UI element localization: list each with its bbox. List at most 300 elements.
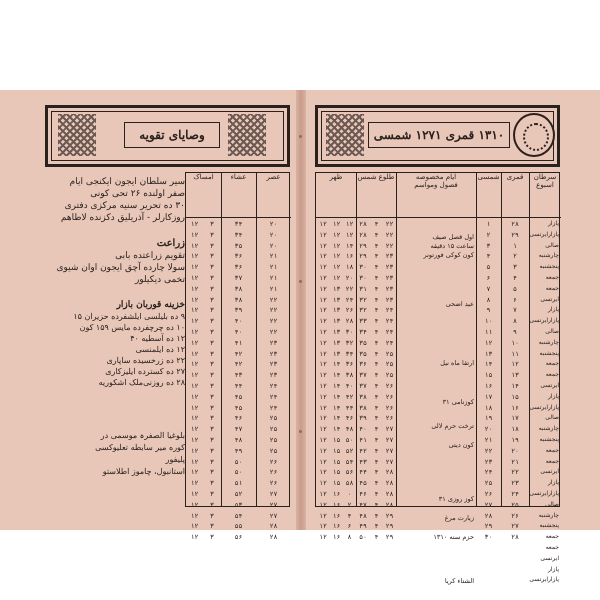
table-cell: ۴۴ bbox=[345, 403, 354, 412]
table-cell: ۳۵ bbox=[359, 338, 367, 347]
table-cell: ۲۹ bbox=[385, 511, 394, 520]
right-page bbox=[315, 100, 560, 585]
table-cell: ۳ bbox=[210, 403, 214, 412]
table-row bbox=[316, 521, 559, 532]
event-note: کون کوکی فورتونر bbox=[423, 251, 474, 259]
table-cell: ۳ bbox=[210, 230, 214, 239]
table-cell: ۲۸ bbox=[511, 533, 519, 542]
binding-hole bbox=[299, 430, 302, 433]
table-cell: ۴۳ bbox=[359, 457, 367, 466]
table-cell: ۲۵ bbox=[269, 436, 278, 444]
table-cell: ۱۲ bbox=[345, 220, 354, 228]
table-cell: ۰ bbox=[347, 490, 352, 498]
table-cell: ۱۲ bbox=[319, 349, 327, 358]
table-cell: ۱۶ bbox=[332, 511, 341, 520]
table-cell: ۱۲ bbox=[190, 414, 199, 423]
weekday-label: صالی bbox=[545, 500, 559, 508]
table-row bbox=[186, 284, 289, 295]
table-cell: ۳۸ bbox=[359, 392, 367, 401]
right-page-title: ۱۳۱۰ قمری ۱۲۷۱ شمسی bbox=[368, 122, 510, 148]
table-cell: ۱۲ bbox=[345, 230, 354, 239]
table-cell: ۴ bbox=[374, 306, 379, 315]
table-cell: ۲۳ bbox=[511, 479, 519, 488]
table-row bbox=[186, 511, 289, 522]
notes-section: بلوغیا الصفرہ موسمی در کوره میر سابطه تعلیوکسی پلیفور استانبول، چاموز اطلاستو bbox=[95, 431, 185, 476]
table-cell: ۳ bbox=[210, 317, 214, 326]
table-row bbox=[316, 273, 559, 284]
table-row bbox=[186, 262, 289, 273]
table-cell: ۲۴ bbox=[269, 403, 278, 412]
table-cell: ۳ bbox=[210, 446, 214, 455]
table-cell: ۵۰ bbox=[234, 468, 243, 477]
table-cell: ۱۲ bbox=[190, 479, 199, 488]
table-cell: ۱۲ bbox=[319, 392, 327, 401]
weekday-label: جمعه ایرتسی bbox=[540, 457, 559, 476]
table-cell: ۱۲ bbox=[332, 230, 341, 239]
weekday-label: پازار bbox=[548, 479, 559, 487]
table-cell: ۲۶ bbox=[269, 479, 278, 488]
weekday-label: چارشنبه bbox=[538, 511, 559, 519]
table-row bbox=[186, 532, 289, 543]
table-cell: ۱۱ bbox=[511, 349, 519, 358]
table-cell: ۳۵ bbox=[234, 241, 243, 250]
table-cell: ۲۴ bbox=[385, 306, 394, 315]
table-cell: ۳ bbox=[210, 392, 214, 401]
table-cell: ۴۵ bbox=[234, 392, 243, 401]
table-cell: ۱۲ bbox=[319, 241, 327, 250]
table-cell: ۴۸ bbox=[345, 425, 354, 434]
table-cell: ۲۰ bbox=[269, 230, 278, 239]
table-cell: ۲۳ bbox=[385, 284, 394, 293]
table-cell: ۴۲ bbox=[234, 360, 243, 369]
table-cell: ۱۲ bbox=[190, 295, 199, 304]
table-cell: ۲۵ bbox=[269, 425, 278, 434]
event-note: عید اضحی bbox=[445, 300, 474, 308]
table-cell: ۲۳ bbox=[269, 349, 278, 358]
table-cell: ۱۵ bbox=[332, 479, 341, 488]
table-cell: ۴ bbox=[374, 295, 379, 304]
table-cell: ۴ bbox=[374, 241, 379, 250]
table-cell: ۱۳ bbox=[484, 349, 493, 358]
table-cell: ۵۰ bbox=[234, 457, 243, 466]
table-cell: ۲۵ bbox=[385, 349, 394, 358]
table-cell: ۶ bbox=[486, 274, 491, 282]
table-cell: ۲۴ bbox=[269, 392, 278, 401]
table-header: طلوع شمس bbox=[356, 173, 396, 218]
weekday-label: پازارایرتسی bbox=[529, 576, 559, 584]
table-cell: ۳ bbox=[210, 338, 214, 347]
table-cell: ۳ bbox=[210, 414, 214, 423]
table-cell: ۱۲ bbox=[319, 446, 327, 455]
table-cell: ۲ bbox=[347, 500, 352, 509]
table-cell: ۴ bbox=[374, 446, 379, 455]
table-cell: ۳ bbox=[513, 263, 517, 272]
table-row bbox=[316, 381, 559, 392]
table-cell: ۳۰ bbox=[484, 533, 493, 542]
table-cell: ۲۹ bbox=[385, 522, 394, 531]
table-cell: ۱۲ bbox=[332, 252, 341, 261]
table-row bbox=[316, 435, 559, 446]
book-gutter bbox=[296, 90, 306, 530]
table-cell: ۱۶ bbox=[484, 382, 493, 390]
table-cell: ۴ bbox=[486, 252, 491, 261]
table-cell: ۱۲ bbox=[319, 414, 327, 423]
binding-hole bbox=[299, 280, 302, 283]
table-cell: ۱۲ bbox=[190, 457, 199, 466]
event-note: زیارت مرغ bbox=[444, 514, 474, 522]
weekday-label: جمعه ایرتسی bbox=[540, 543, 559, 562]
table-cell: ۳ bbox=[210, 522, 214, 531]
table-cell: ۲۷ bbox=[385, 425, 394, 434]
table-cell: ۲۸ bbox=[385, 479, 394, 488]
table-cell: ۳۴ bbox=[345, 349, 354, 358]
agriculture-section: زراعت تقویم زراعتده بابی سولا چارده آچق ایجون اوان شیوی تخمی دیکیلور bbox=[56, 238, 185, 285]
table-cell: ۲۹ bbox=[359, 241, 367, 250]
table-cell: ۱۳ bbox=[332, 284, 341, 293]
table-cell: ۴ bbox=[513, 274, 517, 282]
weekday-column bbox=[527, 219, 559, 584]
table-cell: ۳ bbox=[486, 241, 491, 250]
table-cell: ۷ bbox=[486, 284, 491, 293]
table-cell: ۳۰ bbox=[345, 328, 354, 336]
event-note: کون دیتی bbox=[448, 441, 474, 449]
table-cell: ۴ bbox=[374, 230, 379, 239]
table-cell: ۴۵ bbox=[359, 479, 367, 488]
table-row bbox=[186, 219, 289, 230]
table-cell: ۲۱ bbox=[269, 274, 278, 282]
table-row bbox=[186, 435, 289, 446]
table-cell: ۳ bbox=[210, 457, 214, 466]
table-row bbox=[186, 521, 289, 532]
table-cell: ۴ bbox=[374, 511, 379, 520]
table-cell: ۴۴ bbox=[234, 382, 243, 390]
table-cell: ۴۷ bbox=[359, 500, 367, 509]
table-cell: ۱۲ bbox=[190, 349, 199, 358]
table-cell: ۱۵ bbox=[332, 468, 341, 477]
table-cell: ۱۲ bbox=[319, 436, 327, 444]
table-cell: ۴ bbox=[374, 317, 379, 326]
table-cell: ۲۹ bbox=[511, 230, 519, 239]
table-row bbox=[186, 251, 289, 262]
table-cell: ۱۳ bbox=[332, 295, 341, 304]
table-cell: ۹ bbox=[513, 328, 517, 336]
table-row bbox=[316, 370, 559, 381]
table-row bbox=[316, 446, 559, 457]
weekday-label: پنجشنبه bbox=[539, 263, 559, 271]
table-cell: ۲۳ bbox=[385, 274, 394, 282]
table-cell: ۲۲ bbox=[385, 241, 394, 250]
table-cell: ۱۲ bbox=[190, 436, 199, 444]
table-cell: ۴۹ bbox=[359, 522, 367, 531]
table-cell: ۲۳ bbox=[385, 252, 394, 261]
weekday-label: جمعه bbox=[545, 533, 559, 541]
table-cell: ۳ bbox=[210, 274, 214, 282]
table-cell: ۱۵ bbox=[332, 457, 341, 466]
table-cell: ۴ bbox=[374, 490, 379, 498]
table-cell: ۱۲ bbox=[319, 522, 327, 531]
table-cell: ۴ bbox=[374, 468, 379, 477]
table-row bbox=[186, 305, 289, 316]
table-cell: ۳ bbox=[210, 349, 214, 358]
table-cell: ۱۲ bbox=[190, 317, 199, 326]
table-row bbox=[316, 392, 559, 403]
table-cell: ۱۲ bbox=[319, 403, 327, 412]
table-cell: ۲ bbox=[486, 230, 491, 239]
weekday-label: جمعه bbox=[545, 273, 559, 281]
table-row bbox=[316, 305, 559, 316]
table-row bbox=[316, 511, 559, 522]
table-cell: ۲۴ bbox=[484, 468, 493, 477]
table-cell: ۲۲ bbox=[385, 220, 394, 228]
table-cell: ۲۶ bbox=[511, 511, 519, 520]
table-row bbox=[186, 241, 289, 252]
table-cell: ۱۲ bbox=[319, 500, 327, 509]
table-cell: ۲۰ bbox=[345, 274, 354, 282]
table-cell: ۴ bbox=[374, 522, 379, 531]
table-cell: ۱۶ bbox=[332, 522, 341, 531]
table-cell: ۵۶ bbox=[345, 468, 354, 477]
table-row bbox=[186, 316, 289, 327]
table-row bbox=[186, 370, 289, 381]
weekday-label: جمعه ایرتسی bbox=[540, 284, 559, 303]
table-cell: ۱۲ bbox=[319, 533, 327, 542]
table-row bbox=[186, 467, 289, 478]
table-cell: ۱۲ bbox=[190, 425, 199, 434]
table-cell: ۴۸ bbox=[359, 511, 367, 520]
table-cell: ۲۸ bbox=[511, 220, 519, 228]
weekday-label: جمعه ایرتسی bbox=[540, 371, 559, 389]
table-cell: ۱۵ bbox=[332, 446, 341, 455]
table-cell: ۸ bbox=[347, 533, 352, 542]
table-cell: ۳۴ bbox=[359, 328, 367, 336]
table-cell: ۲۱ bbox=[269, 252, 278, 261]
table-cell: ۱۷ bbox=[484, 392, 493, 401]
table-cell: ۱۲ bbox=[190, 328, 199, 336]
event-note: حزم سنه ۱۳۱۰ bbox=[433, 533, 474, 541]
table-cell: ۲۲ bbox=[269, 306, 278, 315]
ornament-left-icon bbox=[58, 114, 96, 156]
table-cell: ۱۲ bbox=[190, 284, 199, 293]
table-cell: ۹ bbox=[486, 306, 491, 315]
weekday-label: چارشنبه bbox=[538, 425, 559, 433]
table-cell: ۱۳ bbox=[332, 349, 341, 358]
table-cell: ۱۲ bbox=[190, 338, 199, 347]
event-note: کوز روزی ۳۱ bbox=[438, 495, 474, 503]
table-cell: ۳۰ bbox=[359, 263, 367, 272]
table-cell: ۴۲ bbox=[234, 349, 243, 358]
table-cell: ۲۷ bbox=[511, 522, 519, 531]
table-cell: ۱۴ bbox=[332, 382, 341, 390]
table-cell: ۲۷ bbox=[269, 511, 278, 520]
table-cell: ۳ bbox=[210, 425, 214, 434]
table-cell: ۴ bbox=[374, 338, 379, 347]
table-row bbox=[316, 359, 559, 370]
events-header: ایام مخصوصه فصول ومواسم bbox=[396, 173, 476, 218]
table-cell: ۴ bbox=[374, 349, 379, 358]
table-cell: ۲۸ bbox=[269, 522, 278, 531]
table-cell: ۴۲ bbox=[359, 446, 367, 455]
table-cell: ۵۲ bbox=[345, 446, 354, 455]
table-cell: ۱۴ bbox=[332, 403, 341, 412]
table-cell: ۱۲ bbox=[190, 403, 199, 412]
table-row bbox=[316, 316, 559, 327]
table-cell: ۱۲ bbox=[190, 274, 199, 282]
table-cell: ۲۲ bbox=[269, 328, 278, 336]
table-row bbox=[186, 413, 289, 424]
table-cell: ۲۰ bbox=[269, 220, 278, 228]
weekday-label: چارشنبه bbox=[538, 338, 559, 346]
table-cell: ۵۲ bbox=[234, 490, 243, 498]
table-cell: ۳ bbox=[210, 328, 214, 336]
table-cell: ۲۸ bbox=[269, 533, 278, 542]
table-cell: ۵ bbox=[486, 263, 491, 272]
table-cell: ۳۳ bbox=[359, 317, 367, 326]
table-row bbox=[316, 327, 559, 338]
table-cell: ۱ bbox=[513, 241, 517, 250]
table-cell: ۲۱ bbox=[484, 436, 493, 444]
weekday-label: صالی bbox=[545, 241, 559, 249]
table-cell: ۲۶ bbox=[269, 468, 278, 477]
table-cell: ۱۹ bbox=[484, 414, 493, 423]
table-cell: ۱۴ bbox=[332, 360, 341, 369]
table-cell: ۱۰ bbox=[484, 317, 493, 326]
table-cell: ۱۶ bbox=[332, 533, 341, 542]
table-cell: ۳۹ bbox=[359, 414, 367, 423]
table-cell: ۳۲ bbox=[359, 306, 367, 315]
weekday-label: چارشنبه bbox=[538, 252, 559, 260]
table-cell: ۳ bbox=[210, 284, 214, 293]
table-cell: ۱۲ bbox=[332, 241, 341, 250]
table-cell: ۴۰ bbox=[234, 328, 243, 336]
table-cell: ۴۱ bbox=[234, 338, 243, 347]
table-row bbox=[316, 478, 559, 489]
weekday-label: پازارایرتسی bbox=[529, 230, 559, 238]
table-cell: ۸ bbox=[513, 317, 517, 326]
left-page-header bbox=[45, 105, 290, 167]
table-cell: ۳۶ bbox=[234, 263, 243, 272]
table-cell: ۱۲ bbox=[319, 511, 327, 520]
table-row bbox=[186, 381, 289, 392]
table-cell: ۵۶ bbox=[234, 533, 243, 542]
weekday-label: پنجشنبه bbox=[539, 522, 559, 530]
table-cell: ۱۴ bbox=[511, 382, 519, 390]
table-cell: ۳۷ bbox=[359, 382, 367, 390]
table-cell: ۱۲ bbox=[319, 371, 327, 380]
right-page-header bbox=[315, 105, 560, 167]
table-cell: ۴۷ bbox=[234, 425, 243, 434]
table-cell: ۴ bbox=[374, 436, 379, 444]
table-cell: ۲۴ bbox=[345, 295, 354, 304]
table-cell: ۱۳ bbox=[511, 371, 519, 380]
weekday-header: سرطان اسبوع bbox=[529, 173, 561, 218]
table-cell: ۱۲ bbox=[319, 328, 327, 336]
table-cell: ۴ bbox=[374, 392, 379, 401]
weekday-label: پازارایرتسی bbox=[529, 317, 559, 325]
table-row bbox=[316, 219, 559, 230]
table-cell: ۱۲ bbox=[190, 500, 199, 509]
table-cell: ۳ bbox=[210, 263, 214, 272]
table-cell: ۲۴ bbox=[385, 317, 394, 326]
table-cell: ۳ bbox=[210, 220, 214, 228]
table-cell: ۴۶ bbox=[345, 414, 354, 423]
left-page bbox=[45, 100, 290, 542]
table-cell: ۱۲ bbox=[190, 392, 199, 401]
table-row bbox=[186, 424, 289, 435]
table-cell: ۱۰ bbox=[511, 338, 519, 347]
weekday-label: صالی bbox=[545, 327, 559, 335]
weekday-label: جمعه bbox=[545, 446, 559, 454]
table-cell: ۳۶ bbox=[345, 360, 354, 369]
table-cell: ۲۸ bbox=[385, 468, 394, 477]
table-row bbox=[186, 327, 289, 338]
table-row bbox=[186, 500, 289, 511]
table-cell: ۱۲ bbox=[319, 338, 327, 347]
table-header: امساک bbox=[186, 173, 221, 218]
table-cell: ۱۲ bbox=[319, 230, 327, 239]
table-cell: ۵۰ bbox=[359, 533, 367, 542]
table-cell: ۲۷ bbox=[269, 490, 278, 498]
table-cell: ۲۴ bbox=[385, 328, 394, 336]
weekday-label: جمعه bbox=[545, 360, 559, 368]
table-header: ظهر bbox=[316, 173, 356, 218]
table-cell: ۱۶ bbox=[332, 490, 341, 498]
left-table-body bbox=[186, 219, 289, 542]
event-note: ارتقا ماه نیل bbox=[440, 359, 474, 367]
table-cell: ۱۲ bbox=[319, 468, 327, 477]
ornament-right-icon bbox=[228, 114, 266, 156]
table-row bbox=[186, 446, 289, 457]
table-cell: ۲۸ bbox=[385, 490, 394, 498]
table-row bbox=[186, 392, 289, 403]
table-cell: ۳۱ bbox=[359, 284, 367, 293]
table-cell: ۴ bbox=[374, 382, 379, 390]
table-cell: ۱۲ bbox=[319, 360, 327, 369]
table-cell: ۱۶ bbox=[332, 500, 341, 509]
left-times-table bbox=[185, 172, 290, 542]
table-cell: ۱۲ bbox=[190, 230, 199, 239]
table-cell: ۱۲ bbox=[319, 252, 327, 261]
table-cell: ۱۳ bbox=[332, 328, 341, 336]
table-cell: ۲۶ bbox=[385, 392, 394, 401]
event-note: الشتاء کریا bbox=[444, 577, 474, 585]
table-cell: ۲۴ bbox=[269, 382, 278, 390]
table-cell: ۳ bbox=[210, 371, 214, 380]
table-cell: ۴ bbox=[374, 263, 379, 272]
table-cell: ۲۲ bbox=[269, 295, 278, 304]
table-cell: ۲۷ bbox=[385, 457, 394, 466]
table-cell: ۴۳ bbox=[234, 371, 243, 380]
table-row bbox=[186, 478, 289, 489]
table-cell: ۳۲ bbox=[359, 295, 367, 304]
table-cell: ۱۲ bbox=[319, 274, 327, 282]
table-cell: ۱۵ bbox=[484, 371, 493, 380]
table-cell: ۴ bbox=[374, 371, 379, 380]
table-cell: ۱۲ bbox=[319, 284, 327, 293]
table-cell: ۲۹ bbox=[359, 252, 367, 261]
market-section: خزینه قوربان بازار ۹ ده بلیلسی ایلشفرده حزیران ۱۵ ۱۰ ده چرچفرده مایس ۱۵۹ کون ۱۲ ده آسطیه ۴۰ ۱۲ ده ایلمنسی ۲۲ ده زرخسیده ساپاری ۲۷ ده کسترده ایلیزکاری ۲۸ ده روزنی‌ملک اشکوریه bbox=[73, 300, 185, 387]
table-cell: ۴۰ bbox=[345, 382, 354, 390]
table-cell: ۱۲ bbox=[319, 220, 327, 228]
table-cell: ۲۳ bbox=[269, 371, 278, 380]
weekday-label: پازارایرتسی bbox=[529, 489, 559, 497]
table-cell: ۲۴ bbox=[511, 490, 519, 498]
table-cell: ۱۲ bbox=[332, 220, 341, 228]
table-row bbox=[316, 467, 559, 478]
table-cell: ۲۵ bbox=[385, 371, 394, 380]
table-row bbox=[186, 338, 289, 349]
table-cell: ۱۲ bbox=[190, 220, 199, 228]
table-cell: ۳۶ bbox=[359, 360, 367, 369]
